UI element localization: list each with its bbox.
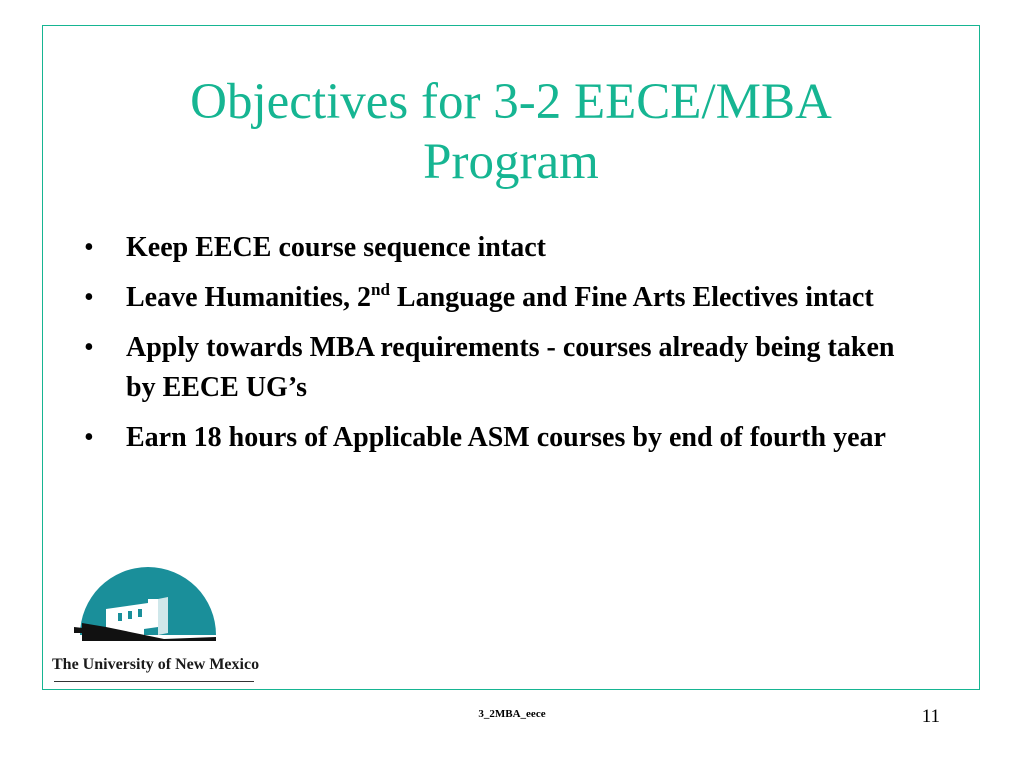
bullet-text: Keep EECE course sequence intact [126,232,546,263]
bullet-text: Apply towards MBA requirements - courses already being taken by EECE UG’s [126,332,895,403]
list-item [84,228,904,268]
bullet-text: Earn 18 hours of Applicable ASM courses by end of fourth year [126,422,886,453]
list-item [84,328,904,408]
title-line-2: Program [423,134,599,190]
list-item [84,418,904,458]
bullet-text-after: Language and Fine Arts Electives intact [389,282,874,313]
bullet-list [84,228,904,468]
bullet-dot: • [84,332,94,363]
bullet-dot: • [84,232,94,263]
bullet-dot: • [84,422,94,453]
title-line-1: Objectives for 3-2 EECE/MBA [190,74,832,130]
slide-title [42,72,980,192]
footer-label: 3_2MBA_eece [478,708,546,720]
bullet-superscript: nd [371,280,390,299]
unm-logo [52,563,262,685]
bullet-text-before: Leave Humanities, 2 [126,282,371,313]
page-number: 11 [921,706,940,727]
unm-logo-icon [52,563,262,658]
logo-text: The University of New Mexico [52,656,260,673]
list-item [84,278,904,318]
bullet-dot: • [84,282,94,313]
logo-divider [54,681,254,682]
